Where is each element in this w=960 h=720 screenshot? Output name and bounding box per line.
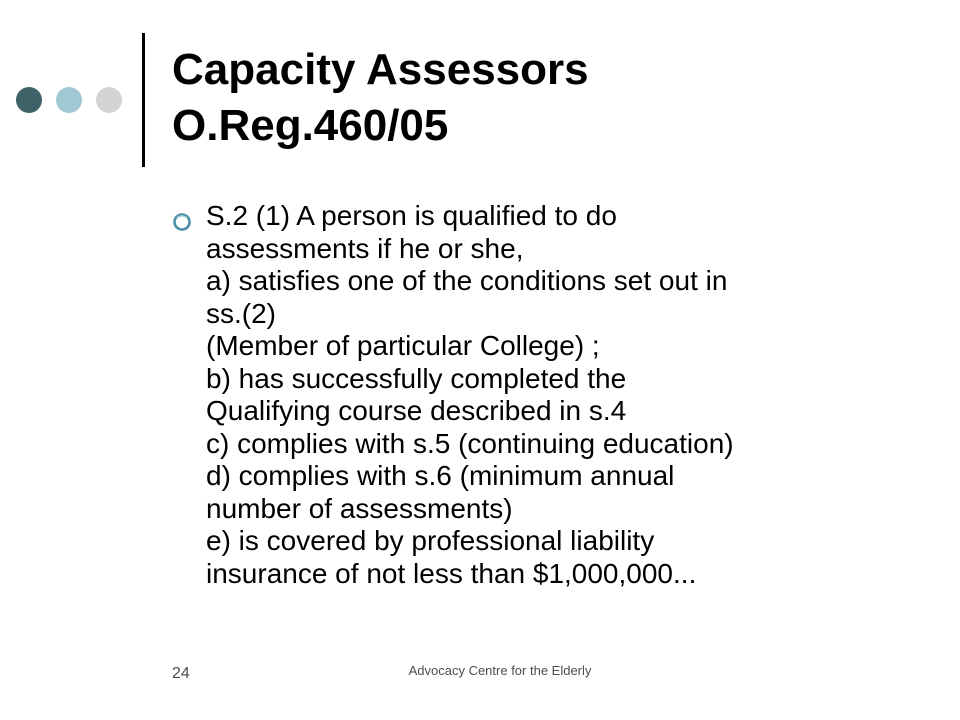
bullet-text (206, 200, 926, 590)
page-number: 24 (172, 665, 190, 682)
footer-text: Advocacy Centre for the Elderly (408, 663, 592, 678)
ring-bullet-icon (172, 212, 192, 232)
bullet-text-line: a) satisfies one of the conditions set out in (206, 265, 728, 296)
decorative-dot-light (56, 87, 82, 113)
decorative-dot-gray (96, 87, 122, 113)
bullet-text-line: (Member of particular College) ; (206, 330, 600, 361)
bullet-text-line: Qualifying course described in s.4 (206, 395, 627, 426)
decorative-dot-dark (16, 87, 42, 113)
bullet-text-line: b) has successfully completed the (206, 362, 627, 394)
title-divider-line (142, 33, 145, 167)
bullet-text-line: e) is covered by professional liability (206, 525, 655, 556)
bullet-text-line: c) complies with s.5 (continuing education) (206, 427, 734, 459)
bullet-text-line: insurance of not less than $1,000,000... (206, 557, 697, 589)
slide-title-line: O.Reg.460/05 (172, 101, 449, 150)
bullet-text-line: number of assessments) (206, 492, 513, 524)
slide-title-line: Capacity Assessors (172, 45, 589, 94)
bullet-text-line: S.2 (1) A person is qualified to do (206, 200, 617, 231)
slide-title (172, 42, 589, 154)
bullet-text-line: ss.(2) (206, 297, 276, 329)
bullet-text-line: d) complies with s.6 (minimum annual (206, 460, 675, 491)
bullet-text-line: assessments if he or she, (206, 232, 524, 264)
